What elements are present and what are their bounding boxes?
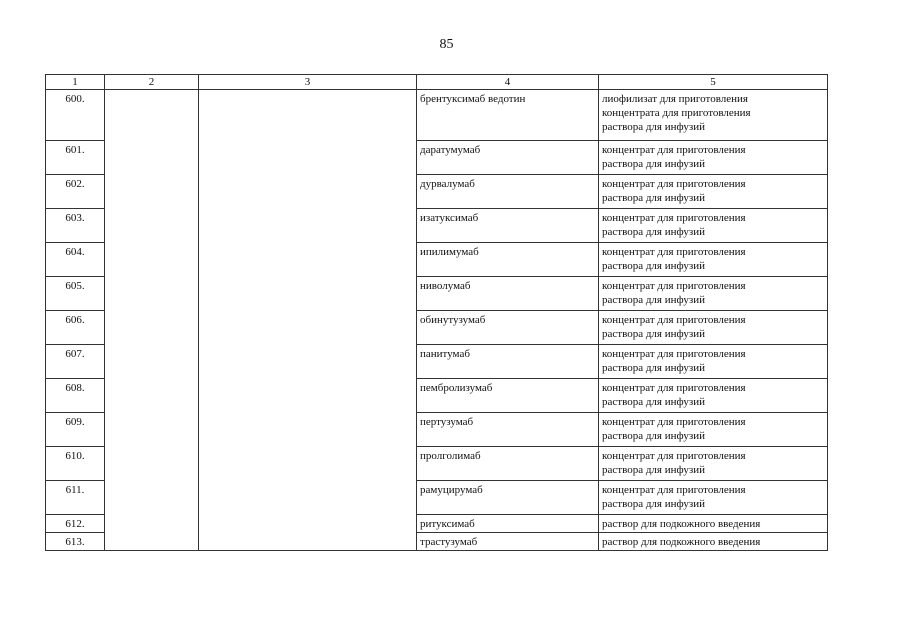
drug-name: брентуксимаб ведотин — [417, 90, 599, 141]
column-header-5: 5 — [599, 75, 828, 90]
dosage-form: концентрат для приготовления раствора для инфузий — [599, 209, 828, 243]
row-number: 600. — [46, 90, 105, 141]
column-header-3: 3 — [199, 75, 417, 90]
row-number: 608. — [46, 379, 105, 413]
row-number: 603. — [46, 209, 105, 243]
dosage-form: раствор для подкожного введения — [599, 533, 828, 551]
row-number: 610. — [46, 447, 105, 481]
row-number: 607. — [46, 345, 105, 379]
drug-name: изатуксимаб — [417, 209, 599, 243]
drug-name: трастузумаб — [417, 533, 599, 551]
empty-column-3 — [199, 90, 417, 551]
drug-name: пембролизумаб — [417, 379, 599, 413]
row-number: 612. — [46, 515, 105, 533]
table-header-row — [46, 75, 828, 90]
row-number: 606. — [46, 311, 105, 345]
dosage-form: концентрат для приготовления раствора для инфузий — [599, 379, 828, 413]
table-row — [46, 90, 828, 141]
column-header-2: 2 — [105, 75, 199, 90]
drug-name: пертузумаб — [417, 413, 599, 447]
drug-name: обинутузумаб — [417, 311, 599, 345]
empty-column-2 — [105, 90, 199, 551]
drug-name: ипилимумаб — [417, 243, 599, 277]
row-number: 605. — [46, 277, 105, 311]
dosage-form: концентрат для приготовления раствора для инфузий — [599, 481, 828, 515]
row-number: 601. — [46, 141, 105, 175]
dosage-form: концентрат для приготовления раствора для инфузий — [599, 243, 828, 277]
row-number: 613. — [46, 533, 105, 551]
drug-name: рамуцирумаб — [417, 481, 599, 515]
dosage-form: концентрат для приготовления раствора для инфузий — [599, 141, 828, 175]
dosage-form: лиофилизат для приготовления концентрата для приготовления раствора для инфузий — [599, 90, 828, 141]
drug-name: пролголимаб — [417, 447, 599, 481]
dosage-form: концентрат для приготовления раствора для инфузий — [599, 175, 828, 209]
dosage-form: раствор для подкожного введения — [599, 515, 828, 533]
row-number: 609. — [46, 413, 105, 447]
drug-name: ритуксимаб — [417, 515, 599, 533]
dosage-form: концентрат для приготовления раствора для инфузий — [599, 311, 828, 345]
drug-name: дурвалумаб — [417, 175, 599, 209]
drug-name: ниволумаб — [417, 277, 599, 311]
page-number: 85 — [439, 37, 454, 52]
row-number: 604. — [46, 243, 105, 277]
dosage-form: концентрат для приготовления раствора для инфузий — [599, 413, 828, 447]
row-number: 611. — [46, 481, 105, 515]
column-header-1: 1 — [46, 75, 105, 90]
dosage-form: концентрат для приготовления раствора для инфузий — [599, 345, 828, 379]
dosage-form: концентрат для приготовления раствора для инфузий — [599, 277, 828, 311]
drug-name: панитумаб — [417, 345, 599, 379]
dosage-form: концентрат для приготовления раствора для инфузий — [599, 447, 828, 481]
drug-table — [45, 74, 828, 551]
row-number: 602. — [46, 175, 105, 209]
drug-name: даратумумаб — [417, 141, 599, 175]
column-header-4: 4 — [417, 75, 599, 90]
